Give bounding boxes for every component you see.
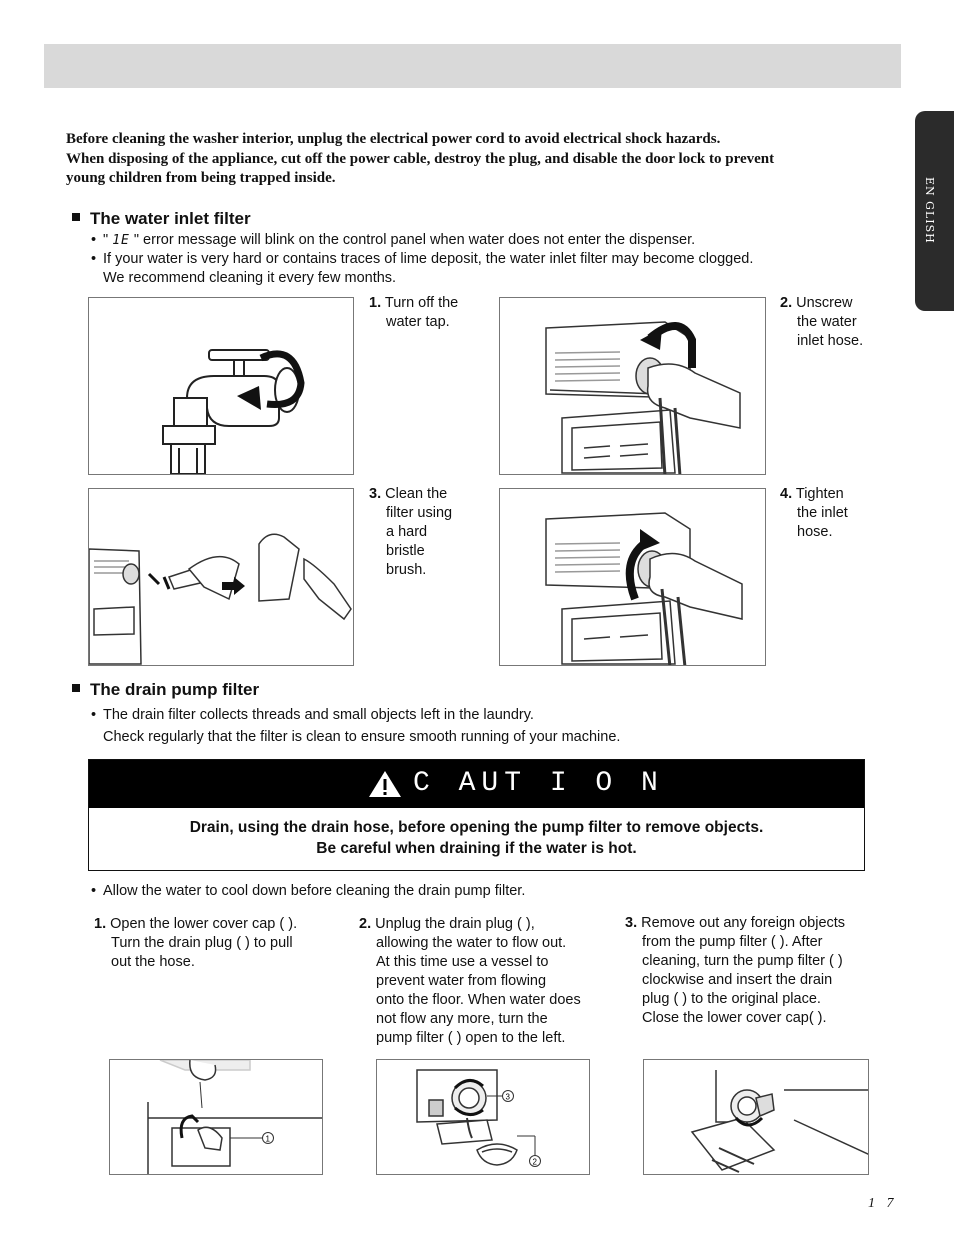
step-number: 1. (369, 295, 382, 311)
callout-1: 1 (265, 1134, 270, 1144)
step-number: 1. (94, 916, 107, 932)
inlet-title-text: The water inlet filter (90, 209, 251, 228)
tighten-hose-illustration (500, 489, 766, 666)
bullet-dot-icon: • (91, 883, 97, 899)
bullet-text: " (103, 232, 113, 248)
step-text: clockwise and insert the drain (642, 972, 833, 988)
cool-down-bullet (91, 882, 525, 901)
bullet-text: Check regularly that the filter is clean to ensure smooth running of your machine. (103, 729, 621, 745)
figure-unscrew-hose (499, 297, 766, 475)
brush-filter-illustration (89, 489, 354, 666)
step-text: onto the floor. When water does (376, 992, 581, 1008)
drain-step-2 (359, 915, 581, 1048)
bullet-dot-icon: • (91, 232, 97, 248)
step-text: Close the lower cover cap( ). (642, 1010, 827, 1026)
step-number: 2. (780, 295, 793, 311)
inlet-step-2 (780, 294, 863, 351)
step-text: plug ( ) to the original place. (642, 991, 821, 1007)
square-bullet-icon (72, 684, 80, 692)
step-text: Clean the (385, 486, 448, 502)
inlet-section-title (72, 209, 251, 229)
figure-turn-off-tap (88, 297, 354, 475)
unscrew-hose-illustration (500, 298, 766, 475)
callout-2: 2 (532, 1157, 537, 1167)
step-text: bristle (386, 543, 425, 559)
cover-cap-illustration (110, 1060, 323, 1175)
step-text: the water (797, 314, 857, 330)
bullet-text: Allow the water to cool down before cleaning the drain pump filter. (103, 883, 526, 899)
inlet-bullet-2 (91, 250, 851, 269)
step-text: brush. (386, 562, 427, 578)
bullet-text: If your water is very hard or contains traces of lime deposit, the water inlet filter may become clogged. (103, 251, 754, 267)
step-text: a hard (386, 524, 428, 540)
figure-replace-filter (643, 1059, 869, 1175)
figure-tighten-hose (499, 488, 766, 666)
bullet-dot-icon: • (91, 707, 97, 723)
language-tab-label: EN GLISH (923, 177, 936, 244)
caution-line: Be careful when draining if the water is hot. (316, 840, 637, 857)
step-text: Unplug the drain plug ( ), (375, 916, 535, 932)
step-text: the inlet (797, 505, 848, 521)
inlet-step-3 (369, 485, 452, 580)
drain-vessel-illustration (377, 1060, 590, 1175)
step-text: from the pump filter ( ). After (642, 934, 823, 950)
drain-step-3 (625, 914, 845, 1028)
page-number: 1 7 (868, 1196, 898, 1211)
warning-triangle-icon (368, 770, 402, 798)
step-number: 4. (780, 486, 793, 502)
step-text: inlet hose. (797, 333, 864, 349)
step-number: 3. (625, 915, 638, 931)
header-band (44, 44, 901, 88)
drain-title-text: The drain pump filter (90, 680, 260, 699)
step-text: Turn off the (384, 295, 459, 311)
drain-bullets (91, 704, 851, 748)
step-text: water tap. (386, 314, 450, 330)
step-text: Unscrew (796, 295, 853, 311)
step-text: Tighten (795, 486, 844, 502)
step-number: 2. (359, 916, 372, 932)
figure-open-cover-cap (109, 1059, 323, 1175)
step-text: allowing the water to flow out. (376, 935, 567, 951)
warning-line: When disposing of the appliance, cut off the power cable, destroy the plug, and disable the door lock to prevent (66, 150, 775, 167)
drain-section-title (72, 680, 259, 700)
step-text: At this time use a vessel to (376, 954, 549, 970)
figure-clean-filter (88, 488, 354, 666)
caution-title: C AUT I O N (413, 768, 664, 799)
inlet-bullets (91, 231, 851, 288)
callout-3: 3 (505, 1092, 510, 1102)
water-tap-illustration (89, 298, 354, 475)
inlet-step-4 (780, 485, 848, 542)
step-text: Open the lower cover cap ( ). (110, 916, 298, 932)
caution-header (89, 760, 864, 808)
pump-filter-illustration (644, 1060, 869, 1175)
step-text: prevent water from flowing (376, 973, 547, 989)
step-text: Remove out any foreign objects (641, 915, 846, 931)
square-bullet-icon (72, 213, 80, 221)
inlet-bullet-1 (91, 231, 851, 250)
bullet-dot-icon: • (91, 251, 97, 267)
step-text: hose. (797, 524, 833, 540)
step-text: filter using (386, 505, 453, 521)
warning-line: young children from being trapped inside. (66, 170, 336, 186)
bullet-text: The drain filter collects threads and small objects left in the laundry. (103, 707, 534, 723)
drain-step-1 (94, 915, 297, 972)
step-text: cleaning, turn the pump filter ( ) (642, 953, 843, 969)
step-number: 3. (369, 486, 382, 502)
step-text: pump filter ( ) open to the left. (376, 1030, 566, 1046)
step-text: not flow any more, turn the (376, 1011, 548, 1027)
caution-line: Drain, using the drain hose, before opening the pump filter to remove objects. (189, 819, 764, 836)
caution-text (89, 817, 864, 859)
caution-box (88, 759, 865, 871)
bullet-text: We recommend cleaning it every few months. (103, 270, 397, 286)
inlet-step-1 (369, 294, 458, 332)
safety-warning (66, 130, 866, 189)
step-text: out the hose. (111, 954, 195, 970)
language-tab (915, 111, 954, 311)
error-code-display: 1E (112, 233, 130, 248)
figure-unplug-drain (376, 1059, 590, 1175)
step-text: Turn the drain plug ( ) to pull (111, 935, 293, 951)
bullet-text: " error message will blink on the control panel when water does not enter the dispenser. (129, 232, 696, 248)
warning-line: Before cleaning the washer interior, unplug the electrical power cord to avoid electrical shock hazards. (66, 131, 721, 147)
